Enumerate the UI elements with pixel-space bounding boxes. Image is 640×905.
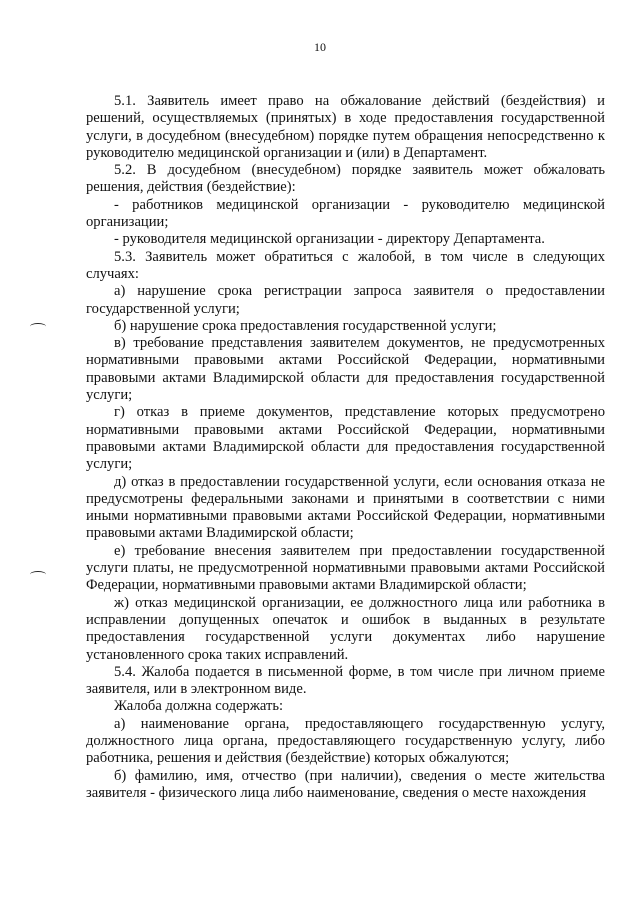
paragraph-5-3-b: б) нарушение срока предоставления государственной услуги; — [114, 317, 497, 334]
paragraph-5-3-d: д) отказ в предоставлении государственной услуги, если основания отказа не предусмотрены федеральными законами и принятыми в соответствии с ними иными нормативными правовыми актами Российской Федерации, нормативными правовыми актами Владимирской области; — [86, 473, 605, 542]
paragraph-5-3-v: в) требование представления заявителем документов, не предусмотренных нормативными правовыми актами Российской Федерации, нормативными правовыми актами Владимирской области для предоставления государственной услуги; — [86, 335, 605, 404]
margin-mark — [30, 323, 46, 330]
paragraph-5-3-e: е) требование внесения заявителем при предоставлении государственной услуги платы, не предусмотренной нормативными правовыми актами Российской Федерации, нормативными правовыми актами Владимирской области; — [86, 542, 605, 594]
paragraph-5-2-item-2: - руководителя медицинской организации - директору Департамента. — [114, 231, 545, 248]
paragraph-complaint-contents: Жалоба должна содержать: — [114, 698, 284, 715]
document-body — [86, 93, 605, 802]
paragraph-5-3: 5.3. Заявитель может обратиться с жалобой, в том числе в следующих случаях: — [86, 248, 605, 282]
page-number: 10 — [314, 40, 326, 54]
margin-mark — [30, 571, 46, 578]
paragraph-5-2: 5.2. В досудебном (внесудебном) порядке заявитель может обжаловать решения, действия (бездействие): — [86, 162, 605, 196]
paragraph-5-4: 5.4. Жалоба подается в письменной форме, в том числе при личном приеме заявителя, или в электронном виде. — [86, 663, 605, 698]
paragraph-5-3-a: а) нарушение срока регистрации запроса заявителя о предоставлении государственной услуги; — [86, 283, 605, 317]
paragraph-complaint-b: б) фамилию, имя, отчество (при наличии), сведения о месте жительства заявителя - физического лица либо наименование, сведения о месте нахождения — [86, 767, 605, 801]
paragraph-5-2-item-1: - работников медицинской организации - руководителю медицинской организации; — [86, 196, 605, 231]
paragraph-5-3-zh: ж) отказ медицинской организации, ее должностного лица или работника в исправлении допущенных опечаток и ошибок в выданных в результате предоставления государственной услуги документах либо нарушение установленного срока таких исправлений. — [86, 594, 605, 663]
paragraph-5-1: 5.1. Заявитель имеет право на обжалование действий (бездействия) и решений, осуществляемых (принятых) в ходе предоставления государственной услуги, в досудебном (внесудебном) порядке путем обращения непосредственно к руководителю медицинской организации и (или) в Департамент. — [86, 93, 605, 161]
paragraph-complaint-a: а) наименование органа, предоставляющего государственную услугу, должностного лица органа, предоставляющего государственную услугу, либо работника, решения и действия (бездействие) которых обжалуются; — [86, 715, 605, 767]
paragraph-5-3-g: г) отказ в приеме документов, представление которых предусмотрено нормативными правовыми актами Российской Федерации, нормативными правовыми актами Владимирской области для предоставления государственной услуги; — [86, 404, 605, 473]
